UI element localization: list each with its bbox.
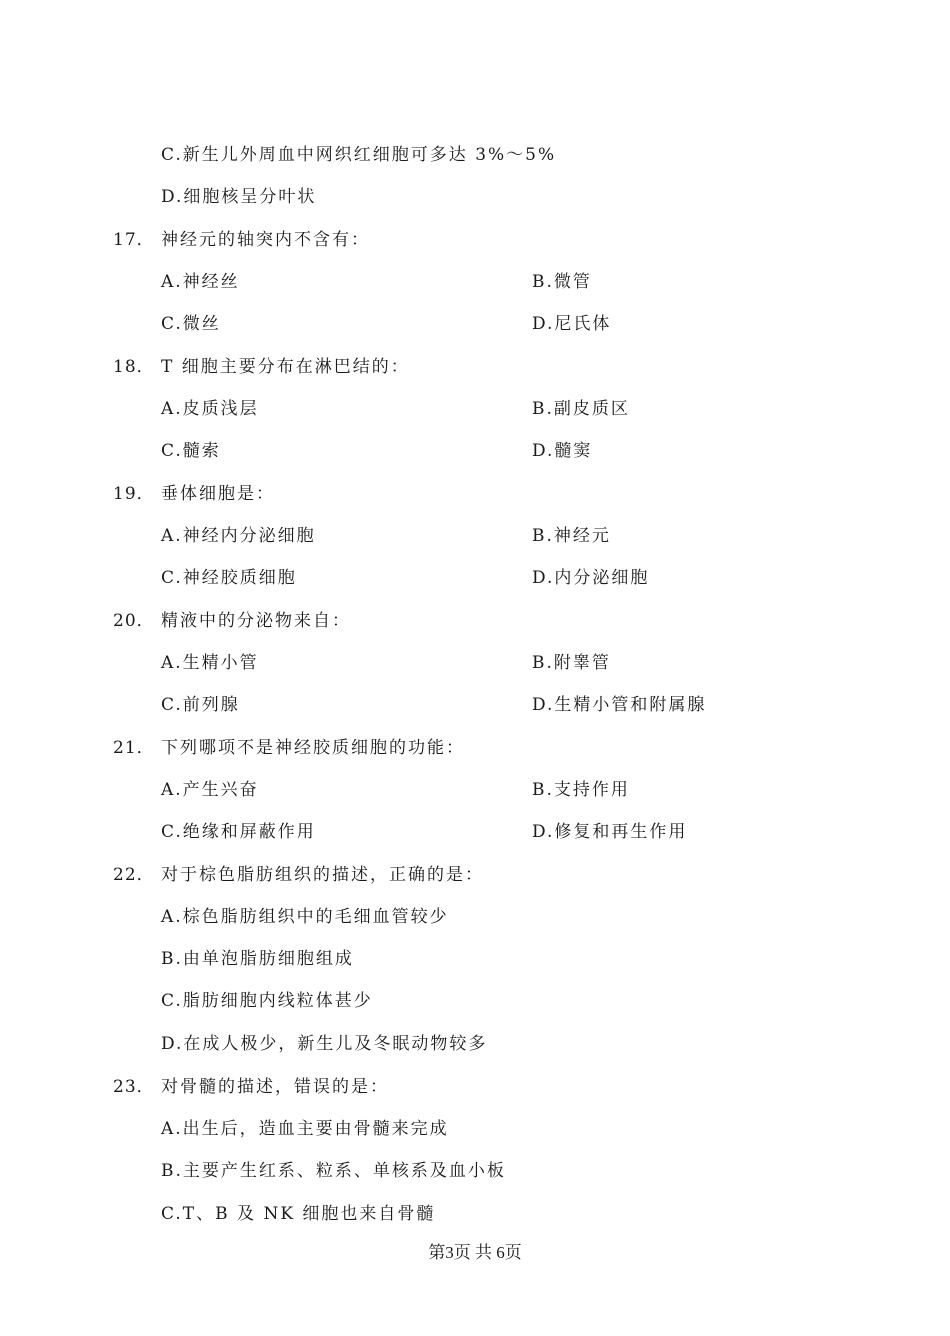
option-d: D.内分泌细胞 [532, 568, 650, 588]
question-number: 20． [113, 611, 155, 631]
option-line [0, 986, 950, 1016]
question-stem: 神经元的轴突内不含有： [161, 230, 370, 250]
question-stem: 下列哪项不是神经胶质细胞的功能： [161, 738, 465, 758]
question-number: 19． [113, 484, 155, 504]
option-a: A.皮质浅层 [161, 399, 259, 419]
option-a: A.生精小管 [161, 653, 259, 673]
option-line [0, 902, 950, 932]
question-stem: 对骨髓的描述，错误的是： [161, 1077, 389, 1097]
option-line [0, 1029, 950, 1059]
option-b: B.支持作用 [532, 780, 630, 800]
option-c: C.绝缘和屏蔽作用 [161, 822, 316, 842]
question-23 [0, 1072, 950, 1102]
option-c: C.新生儿外周血中网织红细胞可多达 3%～5% [161, 145, 557, 165]
option-d: D.细胞核呈分叶状 [161, 187, 317, 207]
option-a: A.棕色脂肪组织中的毛细血管较少 [161, 907, 449, 927]
option-row [0, 394, 950, 424]
option-a: A.神经丝 [161, 272, 240, 292]
option-c: C.前列腺 [161, 695, 240, 715]
option-d: D.在成人极少，新生儿及冬眠动物较多 [161, 1034, 488, 1054]
option-row [0, 436, 950, 466]
option-b: B.副皮质区 [532, 399, 630, 419]
option-row [0, 309, 950, 339]
option-row [0, 563, 950, 593]
option-d: D.髓窦 [532, 441, 593, 461]
option-c: C.微丝 [161, 314, 221, 334]
question-stem: T 细胞主要分布在淋巴结的： [161, 357, 410, 377]
option-row [0, 648, 950, 678]
option-d: D.修复和再生作用 [532, 822, 688, 842]
question-18 [0, 352, 950, 382]
option-b: B.微管 [532, 272, 592, 292]
question-17 [0, 225, 950, 255]
option-c: C.脂肪细胞内线粒体甚少 [161, 991, 373, 1011]
question-number: 21． [113, 738, 155, 758]
option-c: C.T、B 及 NK 细胞也来自骨髓 [161, 1204, 436, 1224]
question-stem: 对于棕色脂肪组织的描述，正确的是： [161, 865, 484, 885]
option-a: A.出生后，造血主要由骨髓来完成 [161, 1119, 449, 1139]
question-19 [0, 479, 950, 509]
option-line [0, 944, 950, 974]
question-number: 18． [113, 357, 155, 377]
option-line [0, 1156, 950, 1186]
option-line [0, 1199, 950, 1229]
option-row [0, 521, 950, 551]
option-row [0, 690, 950, 720]
question-22 [0, 860, 950, 890]
option-b: B.主要产生红系、粒系、单核系及血小板 [161, 1161, 506, 1181]
question-stem: 精液中的分泌物来自： [161, 611, 351, 631]
question-stem: 垂体细胞是： [161, 484, 275, 504]
option-d: D.生精小管和附属腺 [532, 695, 707, 715]
option-d: D.尼氏体 [532, 314, 612, 334]
question-21 [0, 733, 950, 763]
option-line [0, 140, 950, 170]
option-row [0, 817, 950, 847]
option-line [0, 182, 950, 212]
option-a: A.产生兴奋 [161, 780, 259, 800]
question-number: 22． [113, 865, 155, 885]
page-footer [0, 1238, 950, 1268]
option-a: A.神经内分泌细胞 [161, 526, 316, 546]
option-b: B.附睾管 [532, 653, 611, 673]
option-b: B.神经元 [532, 526, 611, 546]
option-c: C.神经胶质细胞 [161, 568, 297, 588]
page-number: 第3页 共 6页 [428, 1243, 522, 1262]
option-line [0, 1114, 950, 1144]
question-number: 17． [113, 230, 155, 250]
question-number: 23． [113, 1077, 155, 1097]
option-b: B.由单泡脂肪细胞组成 [161, 949, 354, 969]
question-20 [0, 606, 950, 636]
option-row [0, 267, 950, 297]
option-c: C.髓索 [161, 441, 221, 461]
option-row [0, 775, 950, 805]
